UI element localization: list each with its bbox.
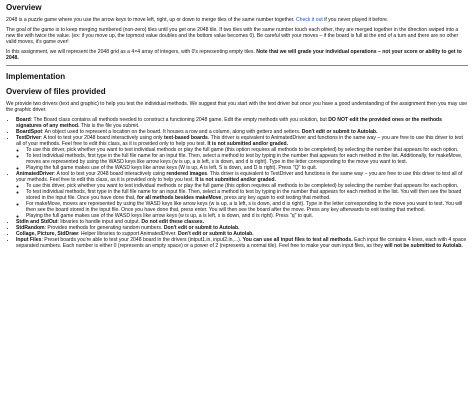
stdrandom-bold: Don't edit or submit to Autolab. [163, 225, 240, 231]
check-it-out-link[interactable]: Check it out [295, 17, 323, 23]
overview-paragraph-1 [6, 17, 468, 23]
animateddriver-text: : A tool to test your 2048 board interactively using [53, 171, 165, 177]
board-text: : The Board class contains all methods needed to construct a functioning 2048 game. Edit the empty methods with you solution, but [30, 117, 327, 123]
board-bold: DO NOT edit the provided ones or the methods signatures of any method. [16, 117, 443, 129]
collage-label: Collage, Picture, StdDraw [16, 231, 78, 237]
list-item-input-files [16, 237, 468, 249]
overview-heading: Overview [6, 3, 42, 12]
boardspot-text: : An object used to represent a location on the board. It houses a row and a column, along with getters and setters. [42, 129, 301, 135]
stdrandom-text: : Provides methods for generating random numbers. [44, 225, 163, 231]
stdrandom-label: StdRandom [16, 225, 45, 231]
animateddriver-sub-item: ◦ For makeMove, moves are represented by using the WASD keys like arrow keys (w is up, a is left, s is down, and d is right). Type in the letter corresponding to the move you want to test. You will then see the board stored in the input file. Once you have done that, press enter. You will then see the board after the move. Press any key afterwards to exit testing that method. [26, 201, 468, 213]
overview-paragraph-3 [6, 49, 468, 61]
textdriver-text-2: . This driver is equivalent to AnimatedDriver and functions in the same way – you are free to use this driver to test all of your methods. Feel free to edit this class, as it is provided only to help you test. [16, 135, 463, 147]
textdriver-sublist [16, 147, 468, 171]
list-item-board [16, 117, 468, 129]
inputfiles-bold-1: You can use all input files to test all methods. [242, 237, 353, 243]
files-overview-heading: Overview of files provided [6, 87, 106, 96]
animateddriver-bold-1: rendered images [166, 171, 208, 177]
list-item-textdriver [16, 135, 468, 171]
files-list [6, 117, 468, 249]
implementation-heading: Implementation [6, 72, 66, 81]
boardspot-bold: Don't edit or submit to Autolab. [301, 129, 378, 135]
textdriver-sub-item: ◦ Playing the full game makes use of the WASD keys like arrow keys (W is up, A is left, S is down, and D is right). Press "Q" to quit. [26, 165, 468, 171]
animateddriver-sub-bold: for all methods besides makeMove [137, 195, 222, 201]
textdriver-text: : A tool to test your 2048 board interactively using only [40, 135, 163, 141]
animateddriver-sub-item: ◦ Playing the full game makes use of the WASD keys like arrow keys (w is up, a is left, s is down, and d is right). Press "q" to quit. [26, 213, 468, 219]
animateddriver-bold-2: It is not submitted and/or graded. [195, 177, 276, 183]
textdriver-sub-item: ◦ To use this driver, pick whether you want to test individual methods or play the full game (this option requires all methods to be completed) by selecting the number that appears for each option. [26, 147, 468, 153]
boardspot-label: BoardSpot [16, 129, 43, 135]
overview-p3-text: In this assignment, we will represent the 2048 grid as a 4×4 array of integers, with 0's representing empty tiles. [6, 49, 255, 55]
list-item-animateddriver [16, 171, 468, 219]
overview-p1-text-after: if you never played it before. [324, 17, 389, 23]
textdriver-sub-item: ◦ To test individual methods, first type in the full file name for an input file. Then, select a method to test by typing in the number that appears for each method in the list. Additionally, for makeMove, moves are represented by using the WASD keys like arrow keys (w is up, a is left, s is down, and d is right). Type in the letter corresponding to the move you want to test. [26, 153, 468, 165]
inputfiles-text: : Preset boards you're able to test your 2048 board in the drivers (intput1.in, input2.in,...). [41, 237, 242, 243]
stdin-label: StdIn and StdOut [16, 219, 58, 225]
inputfiles-label: Input Files [16, 237, 42, 243]
overview-paragraph-2: The goal of the game is to keep merging numbered (non-zero) tiles until you get one 2048 tile. If two tiles with the same number touch each other, they are merged together in the direction swiped into a new tile with twice the value. (ex: if you move up, the topmost value doubles and the bottom value becomes 0). Be careful with your moves – if the board is full at the end of a turn and there are no other valid moves, it's game over! [6, 27, 459, 45]
animateddriver-sub-text-2: , press any key again to exit testing that method. [221, 195, 331, 201]
textdriver-bold-2: It is not submitted and/or graded. [207, 141, 289, 147]
collage-text: : Helper libraries to support AnimatedDriver. [78, 231, 177, 237]
animateddriver-sub-item [26, 189, 468, 201]
animateddriver-sublist [16, 183, 468, 219]
implementation-intro: We provide two drivers (text and graphic) to help you test the individual methods. We suggest that you start with the text driver but once you have a good understanding of the assignment then you may use the graphic driver. [6, 101, 468, 113]
stdin-bold: Do not edit these classes. [141, 219, 204, 225]
overview-p1-text: 2048 is a puzzle game where you use the arrow keys to move left, right, up or down to merge tiles of the same number together. [6, 17, 295, 23]
stdin-text: : libraries to handle input and output. [57, 219, 140, 225]
animateddriver-text-2: . This driver is equivalent to TextDriver and functions in the same way – you are free to use this driver to test all of your methods. Feel free to edit this class, as it is provided only to help you test. [16, 171, 463, 183]
textdriver-bold-1: text-based boards [164, 135, 208, 141]
overview-p3-bold: Note that we will grade your individual operations – not your score or ability to get to 2048. [6, 49, 462, 61]
section-divider [6, 65, 468, 66]
inputfiles-text-2: Each input file contains 4 lines, each with 4 space separated numbers. Each number is either 0 (represents an empty space) or a power of 2 (represents a normal tile). Feel free to make your own input files, as they [16, 237, 467, 249]
board-text-2: This is the file you submit. [80, 123, 140, 129]
inputfiles-bold-2: will not be submitted to Autolab. [384, 243, 463, 249]
board-label: Board [16, 117, 31, 123]
animateddriver-label: AnimatedDriver [16, 171, 54, 177]
collage-bold: Don't edit or submit to Autolab. [177, 231, 254, 237]
animateddriver-sub-item: ◦ To use this driver, pick whether you want to test individual methods or play the full game (this option requires all methods to be completed) by selecting the number that appears for each option. [26, 183, 468, 189]
animateddriver-sub-text: To test individual methods, first type in the full file name for an input file. Then, select a method to test by typing in the number that appears for each method in the list. You will then see the board stored in the input file. Once you have done that, [26, 189, 462, 201]
textdriver-label: TextDriver [16, 135, 41, 141]
